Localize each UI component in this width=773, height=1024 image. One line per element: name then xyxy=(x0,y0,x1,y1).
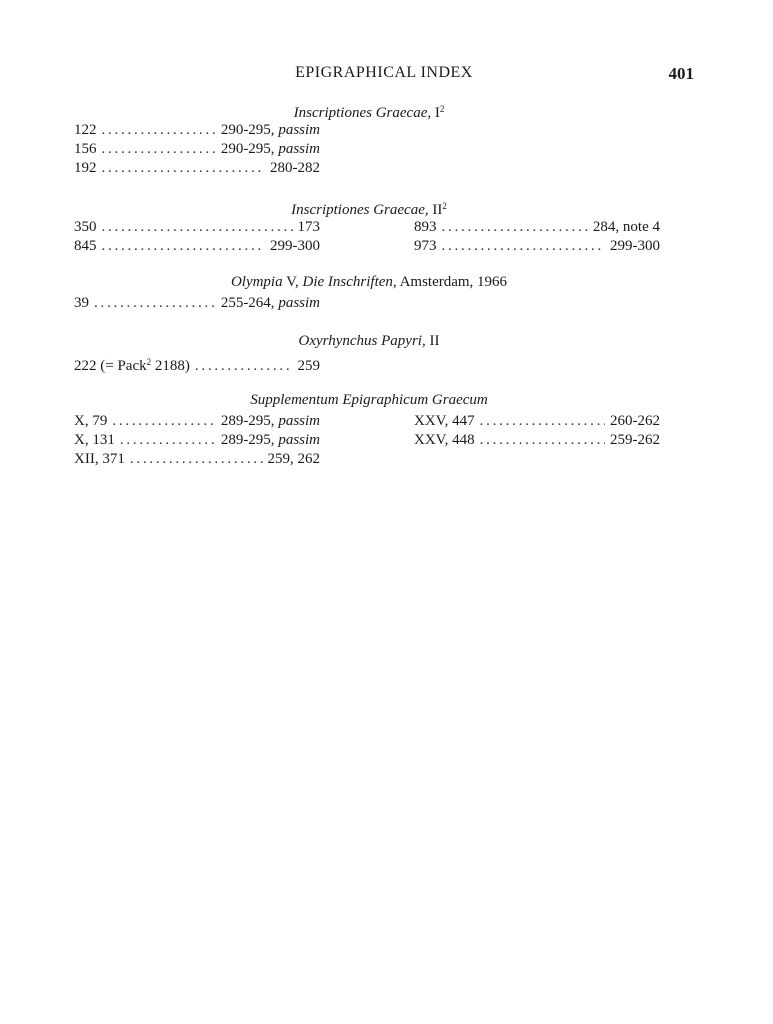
index-entry: XXV, 447 . . . 260-262 xyxy=(414,412,660,431)
page-header xyxy=(74,64,694,86)
running-title: EPIGRAPHICAL INDEX xyxy=(295,64,473,81)
index-entry: 222 (= Pack$^2$ 2188) . . . 259 xyxy=(74,353,320,372)
entries-left-column xyxy=(74,218,320,256)
index-entry: 845 . . . 299-300 xyxy=(74,237,320,256)
page-number: 401 xyxy=(668,64,694,83)
section-olympia xyxy=(74,272,664,314)
index-entry: 122 . . . 290-295, passim xyxy=(74,121,320,140)
section-ig-ii2 xyxy=(74,196,664,258)
entries xyxy=(74,121,664,179)
section-seg xyxy=(74,390,664,470)
entries xyxy=(74,218,664,258)
entries-right-column xyxy=(414,412,660,450)
section-title: Inscriptiones Graecae, $I^2$ xyxy=(293,104,445,121)
section-title: Olympia V, Die Inschriften, Amsterdam, 1966 xyxy=(230,274,508,290)
section-title: Inscriptiones Graecae, $II^2$ xyxy=(291,201,447,218)
index-entry: X, 131 . . . 289-295, passim xyxy=(74,431,320,450)
entries-left-column xyxy=(74,121,320,178)
section-ig-i2 xyxy=(74,99,664,179)
index-entry: XII, 371 . . . 259, 262 xyxy=(74,450,320,469)
index-entry: X, 79 . . . 289-295, passim xyxy=(74,412,320,431)
index-entry: 893 . . . 284, note 4 xyxy=(414,218,660,237)
index-entry: 39 . . . 255-264, passim xyxy=(74,294,320,313)
index-entry: XXV, 448 . . . 259-262 xyxy=(414,431,660,450)
section-title: Oxyrhynchus Papyri, II xyxy=(298,333,440,349)
index-entry: 973 . . . 299-300 xyxy=(414,237,660,256)
entries xyxy=(74,412,664,470)
entries-left-column xyxy=(74,353,320,372)
entries xyxy=(74,353,664,373)
index-entry: 156 . . . 290-295, passim xyxy=(74,140,320,159)
entries xyxy=(74,294,664,314)
entries-right-column xyxy=(414,218,660,256)
index-entry: 192 . . . 280-282 xyxy=(74,159,320,178)
index-entry: 350 . . . 173 xyxy=(74,218,320,237)
section-title: Supplementum Epigraphicum Graecum xyxy=(250,392,488,408)
entries-left-column xyxy=(74,294,320,313)
entries-left-column xyxy=(74,412,320,469)
section-oxyrhynchus xyxy=(74,331,664,373)
